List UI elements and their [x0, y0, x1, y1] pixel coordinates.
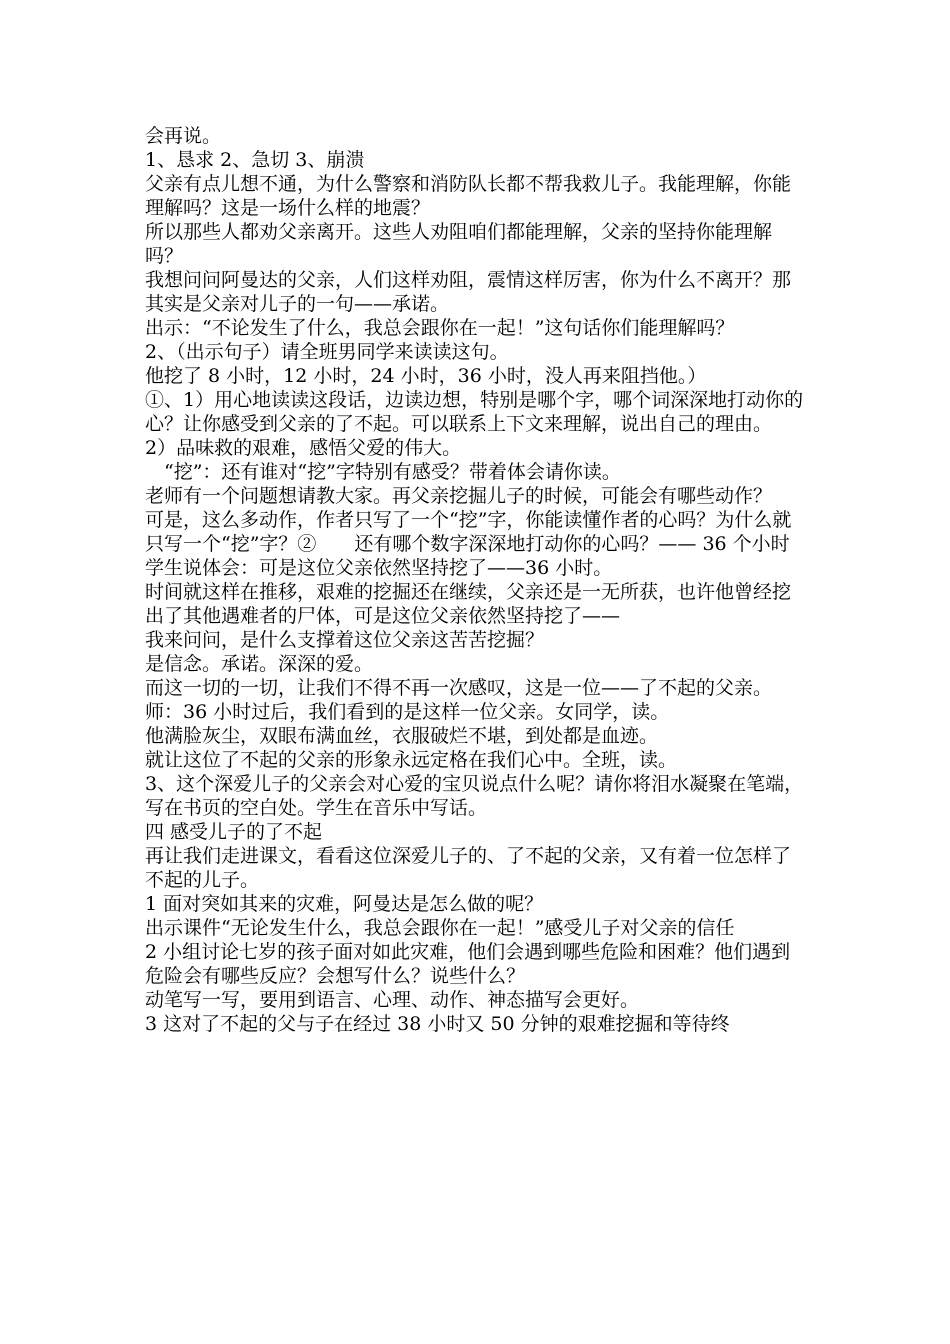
paragraph-25: 1 面对突如其来的灾难，阿曼达是怎么做的呢？: [145, 893, 544, 915]
paragraph-6: 出示：“不论发生了什么，我总会跟你在一起！”这句话你们能理解吗？: [145, 317, 735, 339]
paragraph-29: 3 这对了不起的父与子在经过 38 小时又 50 分钟的艰难挖掘和等待终: [145, 1013, 730, 1035]
paragraph-8: 他挖了 8 小时，12 小时，24 小时，36 小时，没人再来阻挡他。）: [145, 365, 707, 387]
paragraph-5: 我想问问阿曼达的父亲，人们这样劝阻，震情这样厉害，你为什么不离开？那其实是父亲对儿子的一句——承诺。: [145, 269, 792, 315]
paragraph-16: 我来问问，是什么支撑着这位父亲这苦苦挖掘？: [145, 629, 545, 651]
document-body: [145, 124, 809, 1036]
paragraph-26: 出示课件“无论发生什么，我总会跟你在一起！”感受儿子对父亲的信任: [145, 917, 735, 939]
paragraph-7: 2、（出示句子）请全班男同学来读读这句。: [145, 341, 509, 363]
paragraph-20: 他满脸灰尘，双眼布满血丝，衣服破烂不堪，到处都是血迹。: [145, 725, 659, 747]
paragraph-13: 可是，这么多动作，作者只写了一个“挖”字，你能读懂作者的心吗？为什么就只写一个“挖”字？② 还有哪个数字深深地打动你的心吗？—— 36 个小时: [145, 509, 792, 555]
paragraph-19: 师：36 小时过后，我们看到的是这样一位父亲。女同学，读。: [145, 701, 670, 723]
paragraph-24: 再让我们走进课文，看看这位深爱儿子的、了不起的父亲，又有着一位怎样了不起的儿子。: [145, 845, 792, 891]
paragraph-15: 时间就这样在推移，艰难的挖掘还在继续，父亲还是一无所获，也许他曾经挖出了其他遇难者的尸体，可是这位父亲依然坚持挖了——: [145, 581, 792, 627]
paragraph-10: 2）品味救的艰难，感悟父爱的伟大。: [145, 437, 462, 459]
paragraph-9: ①、1）用心地读读这段话，边读边想，特别是哪个字，哪个词深深地打动你的心？让你感受到父亲的了不起。可以联系上下文来理解，说出自己的理由。: [145, 389, 804, 435]
paragraph-14: 学生说体会：可是这位父亲依然坚持挖了——36 小时。: [145, 557, 613, 579]
paragraph-4: 所以那些人都劝父亲离开。这些人劝阻咱们都能理解，父亲的坚持你能理解吗？: [145, 221, 773, 267]
paragraph-12: 老师有一个问题想请教大家。再父亲挖掘儿子的时候，可能会有哪些动作？: [145, 485, 773, 507]
paragraph-18: 而这一切的一切，让我们不得不再一次感叹，这是一位——了不起的父亲。: [145, 677, 773, 699]
paragraph-1: 会再说。: [145, 125, 222, 147]
paragraph-21: 就让这位了不起的父亲的形象永远定格在我们心中。全班，读。: [145, 749, 678, 771]
paragraph-27: 2 小组讨论七岁的孩子面对如此灾难，他们会遇到哪些危险和困难？他们遇到危险会有哪些反应？会想写什么？说些什么？: [145, 941, 791, 987]
paragraph-11: “挖”：还有谁对“挖”字特别有感受？带着体会请你读。: [164, 461, 621, 483]
paragraph-28: 动笔写一写，要用到语言、心理、动作、神态描写会更好。: [145, 989, 640, 1011]
paragraph-3: 父亲有点儿想不通，为什么警察和消防队长都不帮我救儿子。我能理解，你能理解吗？这是一场什么样的地震？: [145, 173, 792, 219]
paragraph-22: 3、这个深爱儿子的父亲会对心爱的宝贝说点什么呢？请你将泪水凝聚在笔端，写在书页的空白处。学生在音乐中写话。: [145, 773, 804, 819]
paragraph-2: 1、恳求 2、急切 3、崩溃: [145, 149, 365, 171]
section-heading: 四 感受儿子的了不起: [145, 821, 323, 843]
paragraph-17: 是信念。承诺。深深的爱。: [145, 653, 374, 675]
